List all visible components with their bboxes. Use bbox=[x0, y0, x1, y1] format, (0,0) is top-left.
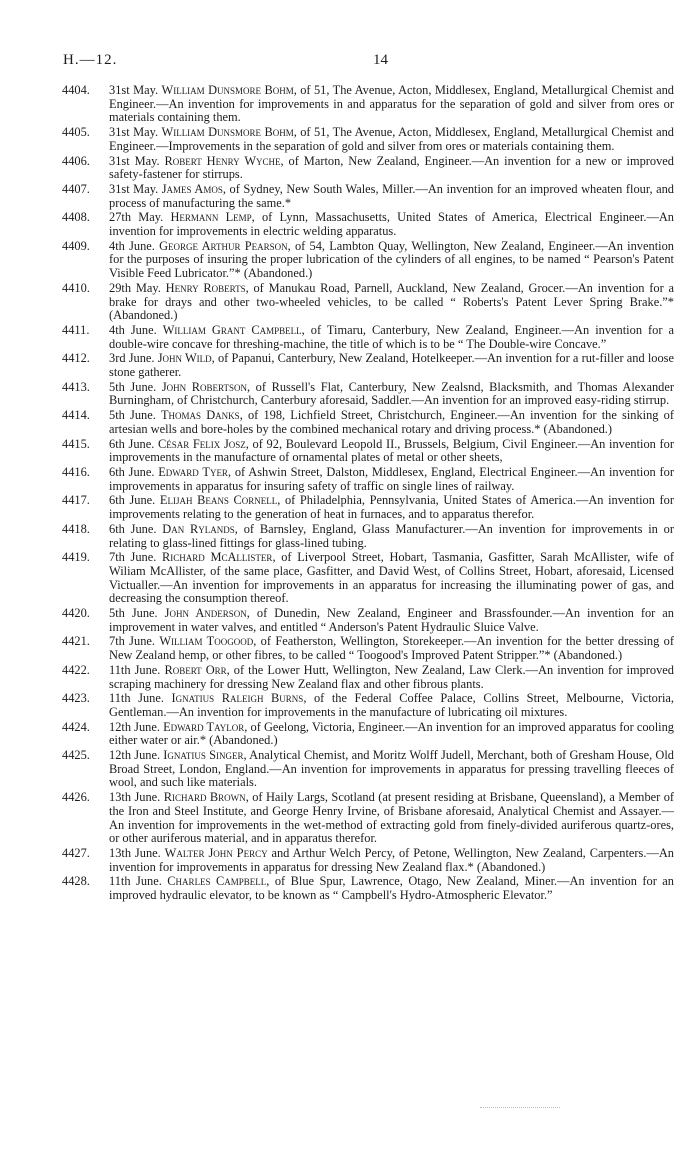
patent-entry bbox=[62, 692, 674, 719]
entry-date: 11th June. bbox=[109, 662, 161, 677]
patent-entry bbox=[62, 551, 674, 606]
entry-date: 31st May. bbox=[109, 181, 159, 196]
document-reference: H.—12. bbox=[63, 52, 118, 68]
patent-entry bbox=[62, 466, 674, 493]
patent-entry bbox=[62, 211, 674, 238]
patent-entry bbox=[62, 607, 674, 634]
entry-number: 4415. bbox=[62, 436, 90, 451]
patent-entry bbox=[62, 282, 674, 323]
entry-description: , of Russell's Flat, Canterbury, New Zealsnd, Blacksmith, and Thomas Alexander Burningham, of Christchurch, Canterbury aforesaid, Saddler.—An invention for an improved easy-riding stirrup. bbox=[109, 379, 674, 408]
entry-date: 11th June. bbox=[109, 874, 162, 889]
entry-number: 4423. bbox=[62, 691, 90, 706]
applicant-name: Ignatius Raleigh Burns bbox=[171, 691, 304, 706]
entry-date: 12th June. bbox=[109, 719, 160, 734]
entry-number: 4412. bbox=[62, 351, 90, 366]
entry-description: , of the Federal Coffee Palace, Collins Street, Melbourne, Victoria, Gentleman.—An invention for improvements in the manufacture of lubricating oil mixtures. bbox=[109, 691, 674, 719]
entry-number: 4414. bbox=[62, 408, 90, 423]
page-header bbox=[63, 52, 673, 74]
patent-entry bbox=[62, 352, 674, 379]
entry-number: 4416. bbox=[62, 464, 90, 479]
entry-date: 13th June. bbox=[109, 790, 161, 805]
entry-date: 6th June. bbox=[109, 521, 157, 536]
entry-number: 4418. bbox=[62, 521, 90, 536]
applicant-name: Richard McAllister bbox=[162, 550, 273, 565]
applicant-name: Ignatius Singer bbox=[163, 748, 244, 763]
applicant-name: Robert Henry Wyche bbox=[164, 153, 281, 168]
applicant-name: John Anderson bbox=[164, 606, 247, 621]
entry-number: 4420. bbox=[62, 606, 90, 621]
entry-number: 4417. bbox=[62, 493, 90, 508]
entry-number: 4413. bbox=[62, 379, 90, 394]
patent-entry bbox=[62, 635, 674, 662]
patent-entry bbox=[62, 721, 674, 748]
patent-entry bbox=[62, 126, 674, 153]
page-number: 14 bbox=[373, 52, 388, 68]
patent-entry bbox=[62, 494, 674, 521]
entry-date: 29th May. bbox=[109, 280, 161, 295]
applicant-name: Elijah Beans Cornell bbox=[159, 493, 278, 508]
patent-entry bbox=[62, 84, 674, 125]
applicant-name: Thomas Danks bbox=[160, 408, 240, 423]
entry-description: , of Liverpool Street, Hobart, Tasmania, Gasfitter, Sarah McAllister, wife of Wiliam McAllister, of the same place, Gasfitter, and David West, of Collins Street, Hobart, aforesaid, Licensed Victualler.—An invention for improvements in an apparatus for increasing the illuminating power of gas, and decreasing the consumption thereof. bbox=[109, 550, 674, 606]
applicant-name: James Amos bbox=[161, 181, 223, 196]
entry-date: 31st May. bbox=[109, 125, 159, 140]
patent-entry bbox=[62, 791, 674, 846]
patent-entry bbox=[62, 438, 674, 465]
entry-description: , of 198, Lichfield Street, Christchurch, Engineer.—An invention for the sinking of artesian wells and bore-holes by the combined mechanical rotary and driving process.* (Abandoned.) bbox=[109, 408, 674, 436]
patent-entry bbox=[62, 749, 674, 790]
entry-number: 4425. bbox=[62, 748, 90, 763]
patent-entry bbox=[62, 155, 674, 182]
entry-number: 4424. bbox=[62, 719, 90, 734]
entry-date: 27th May. bbox=[109, 210, 164, 225]
entry-description: , of Manukau Road, Parnell, Auckland, New Zealand, Grocer.—An invention for a brake for drays and other two-wheeled vehicles, to be called “ Roberts's Patent Lever Spring Brake.”* (Abandoned.) bbox=[109, 280, 674, 323]
entry-number: 4426. bbox=[62, 790, 90, 805]
entry-date: 3rd June. bbox=[109, 351, 155, 366]
entry-number: 4411. bbox=[62, 322, 90, 337]
entry-date: 12th June. bbox=[109, 748, 161, 763]
entry-date: 6th June. bbox=[109, 464, 155, 479]
entry-description: , of 51, The Avenue, Acton, Middlesex, England, Metallurgical Chemist and Engineer.—Improvements in the separation of gold and silver from ores or materials containing them. bbox=[109, 125, 675, 153]
entry-number: 4427. bbox=[62, 845, 90, 860]
entry-description: , of 92, Boulevard Leopold II., Brussels, Belgium, Civil Engineer.—An invention for improvements in the manufacture of ornamental plates of metal or other sheets, bbox=[109, 436, 674, 465]
entry-number: 4405. bbox=[62, 125, 90, 140]
entry-number: 4407. bbox=[62, 181, 90, 196]
entry-description: , of Philadelphia, Pennsylvania, United States of America.—An invention for improvements relating to the generation of heat in furnaces, and to apparatus therefor. bbox=[109, 493, 674, 522]
entry-date: 31st May. bbox=[109, 83, 159, 97]
applicant-name: César Felix Josz bbox=[157, 436, 246, 451]
entry-description: , of Geelong, Victoria, Engineer.—An invention for an improved apparatus for cooling either water or air.* (Abandoned.) bbox=[109, 719, 675, 748]
entry-description: , of Timaru, Canterbury, New Zealand, Engineer.—An invention for a double-wire concave for threshing-machine, the title of which is to be “ The Double-wire Concave.” bbox=[109, 322, 674, 351]
applicant-name: William Dunsmore Bohm bbox=[161, 83, 294, 97]
entry-description: , of 51, The Avenue, Acton, Middlesex, England, Metallurgical Chemist and Engineer.—An invention for improvements in and apparatus for the separation of gold and silver from ores or materials containing them. bbox=[109, 83, 675, 125]
applicant-name: John Robertson bbox=[161, 379, 247, 394]
entry-number: 4406. bbox=[62, 153, 90, 168]
entry-description: , of Marton, New Zealand, Engineer.—An invention for a new or improved safety-fastener for stirrups. bbox=[109, 153, 674, 182]
entry-description: , of Featherston, Wellington, Storekeeper.—An invention for the better dressing of New Zealand hemp, or other fibres, to be called “ Toogood's Improved Patent Stripper.”* (Abandoned.) bbox=[109, 634, 674, 663]
entry-date: 5th June. bbox=[109, 408, 156, 423]
entry-date: 31st May. bbox=[109, 153, 160, 168]
patent-entry bbox=[62, 409, 674, 436]
entry-description: , of Blue Spur, Lawrence, Otago, New Zealand, Miner.—An invention for an improved hydraulic elevator, to be known as “ Campbell's Hydro-Atmospheric Elevator.” bbox=[109, 874, 674, 903]
applicant-name: Walter John Percy bbox=[164, 845, 268, 860]
entry-date: 6th June. bbox=[109, 493, 156, 508]
printer-rule bbox=[480, 1107, 560, 1109]
patent-entry bbox=[62, 324, 674, 351]
entry-description: , of 54, Lambton Quay, Wellington, New Zealand, Engineer.—An invention for the purposes of insuring the proper lubrication of the cylinders of all engines, to be named “ Pearson's Patent Visible Feed Lubricator.”* (Abandoned.) bbox=[109, 238, 674, 281]
entry-description: , of Haily Largs, Scotland (at present residing at Brisbane, Queensland), a Member of the Iron and Steel Institute, and George Henry Irvine, of Brisbane aforesaid, Analytical Chemist and Assayer.—An invention for improvements in the wet-method of extracting gold from finely-divided auriferous quartz-ores, or other auriferous material, and in apparatus therefor. bbox=[109, 790, 675, 846]
entry-description: , of Sydney, New South Wales, Miller.—An invention for an improved wheaten flour, and process of manufacturing the same.* bbox=[109, 181, 674, 210]
entry-description: , of Dunedin, New Zealand, Engineer and Brassfounder.—An invention for an improvement in water valves, and entitled “ Anderson's Patent Hydraulic Sluice Valve. bbox=[109, 606, 675, 634]
entry-description: , of Lynn, Massachusetts, United States of America, Electrical Engineer.—An invention for improvements in electric welding apparatus. bbox=[109, 210, 674, 239]
entry-description: , of Papanui, Canterbury, New Zealand, Hotelkeeper.—An invention for a rut-filler and loose stone gatherer. bbox=[109, 351, 674, 380]
applicant-name: Edward Taylor bbox=[163, 719, 245, 734]
entry-date: 7th June. bbox=[109, 634, 155, 649]
applicant-name: William Grant Campbell bbox=[162, 322, 302, 337]
entry-number: 4421. bbox=[62, 634, 90, 649]
applicant-name: William Toogood bbox=[159, 634, 254, 649]
applicant-name: George Arthur Pearson bbox=[159, 238, 288, 253]
entry-description: and Arthur Welch Percy, of Petone, Wellington, New Zealand, Carpenters.—An invention for improvements in apparatus for dressing New Zealand flax.* (Abandoned.) bbox=[109, 845, 674, 874]
entry-date: 13th June. bbox=[109, 845, 161, 860]
entry-description: , of the Lower Hutt, Wellington, New Zealand, Law Clerk.—An invention for improved scraping machinery for dressing New Zealand flax and other fibrous plants. bbox=[109, 662, 674, 691]
patent-entry bbox=[62, 381, 674, 408]
patent-entry bbox=[62, 664, 674, 691]
applicant-name: Henry Roberts bbox=[165, 280, 246, 295]
entry-date: 4th June. bbox=[109, 238, 155, 253]
entry-date: 6th June. bbox=[109, 436, 155, 451]
entry-date: 7th June. bbox=[109, 550, 157, 565]
entry-number: 4428. bbox=[62, 874, 90, 889]
applicant-name: Richard Brown bbox=[163, 790, 246, 805]
entry-date: 11th June. bbox=[109, 691, 164, 706]
applicant-name: Dan Rylands bbox=[162, 521, 235, 536]
entry-number: 4408. bbox=[62, 210, 90, 225]
entry-description: , of Ashwin Street, Dalston, Middlesex, England, Electrical Engineer.—An invention for improvements in apparatus for insuring safety of traffic on single lines of railway. bbox=[109, 464, 674, 493]
entry-description: , of Barnsley, England, Glass Manufacturer.—An invention for improvements in or relating to glass-lined fittings for glass-lined tubing. bbox=[109, 521, 674, 550]
entry-number: 4422. bbox=[62, 662, 90, 677]
applicant-name: William Dunsmore Bohm bbox=[161, 125, 294, 140]
patent-entry bbox=[62, 523, 674, 550]
entry-number: 4410. bbox=[62, 280, 90, 295]
patent-entry bbox=[62, 183, 674, 210]
patent-entry bbox=[62, 240, 674, 281]
applicant-name: John Wild bbox=[157, 351, 212, 366]
applicant-name: Hermann Lemp bbox=[170, 210, 252, 225]
patent-application-list bbox=[62, 84, 674, 904]
entry-date: 4th June. bbox=[109, 322, 157, 337]
entry-description: , Analytical Chemist, and Moritz Wolff Judell, Merchant, both of Gresham House, Old Broad Street, London, England.—An invention for improvements in apparatus for pressing travelling fleeces of wool, and such like materials. bbox=[109, 748, 674, 790]
entry-number: 4419. bbox=[62, 550, 90, 565]
applicant-name: Robert Orr bbox=[164, 662, 227, 677]
patent-entry bbox=[62, 847, 674, 874]
entry-number: 4404. bbox=[62, 83, 90, 97]
applicant-name: Edward Tyer bbox=[158, 464, 228, 479]
patent-entry bbox=[62, 875, 674, 902]
entry-date: 5th June. bbox=[109, 379, 157, 394]
applicant-name: Charles Campbell bbox=[167, 874, 267, 889]
entry-number: 4409. bbox=[62, 238, 90, 253]
entry-date: 5th June. bbox=[109, 606, 158, 621]
